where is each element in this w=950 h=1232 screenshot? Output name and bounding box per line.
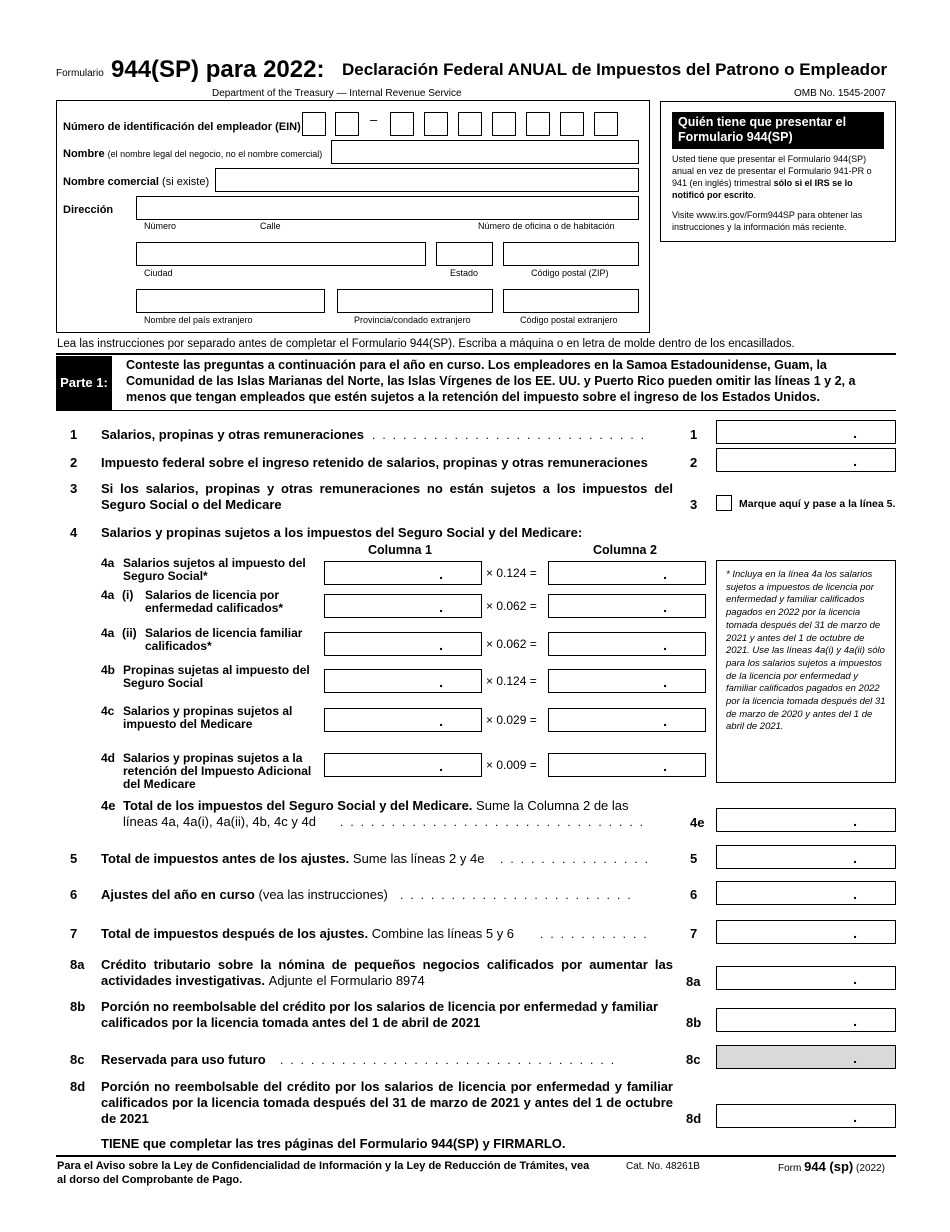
line4-subrow-text: Salarios de licencia por enfermedad calificados*	[145, 588, 284, 615]
estado-caption: Estado	[450, 268, 479, 278]
line8c-leader: .................................	[280, 1053, 622, 1067]
ein-label: Número de identificación del empleador (EIN)	[63, 121, 301, 133]
line5-leader: ...............	[500, 852, 656, 866]
direccion-input[interactable]	[136, 196, 639, 220]
ein-digit-9[interactable]	[594, 112, 618, 136]
line8b-text: Porción no reembolsable del crédito por los salarios de licencia por enfermedad y familiar calificados por la licencia tomada antes del 1 de abril de 2021	[101, 999, 659, 1030]
provincia-input[interactable]	[337, 289, 493, 313]
instructions-note: Lea las instrucciones por separado antes de completar el Formulario 944(SP). Escriba a máquina o en letra de molde dentro de los encasillados.	[57, 338, 795, 350]
line4e-leader: ..............................	[340, 815, 651, 829]
line2-text: Impuesto federal sobre el ingreso retenido de salarios, propinas y otras remuneraciones	[101, 455, 648, 470]
estado-input[interactable]	[436, 242, 493, 266]
line1-text: Salarios, propinas y otras remuneraciones	[101, 427, 364, 442]
line6-ref: 6	[690, 887, 698, 902]
pais-input[interactable]	[136, 289, 325, 313]
line4-rate: × 0.124 =	[486, 566, 537, 580]
privacy-notice: Para el Aviso sobre la Ley de Confidencialidad de Información y la Ley de Reducción de Trámites, vea al dorso del Comprobante de Pago.	[57, 1160, 590, 1186]
ein-digit-3[interactable]	[390, 112, 414, 136]
line4-column1-amount[interactable]: .	[324, 561, 482, 585]
line3-number: 3	[70, 481, 78, 496]
line5-amount[interactable]: .	[716, 845, 896, 869]
line4-rate: × 0.029 =	[486, 713, 537, 727]
line1-amount[interactable]: .	[716, 420, 896, 444]
line8b-number: 8b	[70, 999, 86, 1014]
line8b-ref: 8b	[686, 1015, 702, 1030]
nombre-comercial-input[interactable]	[215, 168, 639, 192]
irs-link-text: Visite www.irs.gov/Form944SP para obtener las instrucciones y la información más reciente.	[672, 210, 863, 232]
postal-ext-caption: Código postal extranjero	[520, 315, 618, 325]
line8a-text: Crédito tributario sobre la nómina de pequeños negocios calificados por aumentar las actividades investigativas. Adjunte el Formulario 8974	[101, 957, 673, 988]
line4-subrow-number: 4c	[101, 704, 115, 718]
line5-ref: 5	[690, 851, 698, 866]
who-must-file-body: Usted tiene que presentar el Formulario 944(SP) anual en vez de presentar el Formulario 941-PR o 941 (en inglés) trimestral sólo si el IRS se lo notificó por escrito.	[672, 154, 872, 200]
line4-subrow-number: 4a	[101, 588, 115, 602]
line8a-ref: 8a	[686, 974, 701, 989]
line2-ref: 2	[690, 455, 698, 470]
ciudad-input[interactable]	[136, 242, 426, 266]
omb-number: OMB No. 1545-2007	[794, 88, 886, 99]
ein-digit-6[interactable]	[492, 112, 516, 136]
line2-amount[interactable]: .	[716, 448, 896, 472]
line8c-text: Reservada para uso futuro	[101, 1052, 266, 1067]
ein-digit-1[interactable]	[302, 112, 326, 136]
nombre-label: Nombre (el nombre legal del negocio, no el nombre comercial)	[63, 148, 323, 160]
line7-number: 7	[70, 926, 78, 941]
oficina-caption: Número de oficina o de habitación	[478, 221, 615, 231]
line4e-number: 4e	[101, 798, 116, 813]
line8d-number: 8d	[70, 1079, 86, 1094]
line6-leader: .......................	[400, 888, 638, 902]
ein-dash: –	[370, 112, 378, 127]
line5-number: 5	[70, 851, 78, 866]
numero-caption: Número	[144, 221, 177, 231]
line7-leader: ...........	[540, 927, 654, 941]
line6-text: Ajustes del año en curso (vea las instrucciones)	[101, 887, 388, 902]
line4-column1-amount[interactable]: .	[324, 708, 482, 732]
line4-subrow-text: Salarios de licencia familiar calificados*	[145, 626, 303, 653]
form-title-block	[56, 56, 896, 86]
line8d-ref: 8d	[686, 1111, 702, 1126]
ein-digit-4[interactable]	[424, 112, 448, 136]
line8d-amount[interactable]: .	[716, 1104, 896, 1128]
postal-ext-input[interactable]	[503, 289, 639, 313]
form-id: 944(SP) para 2022:	[111, 56, 325, 83]
line4-column2-amount[interactable]: .	[548, 669, 706, 693]
nombre-input[interactable]	[331, 140, 639, 164]
line4-number: 4	[70, 525, 78, 540]
line4-column1-amount[interactable]: .	[324, 632, 482, 656]
line4-column2-amount[interactable]: .	[548, 753, 706, 777]
footer-rule	[56, 1155, 896, 1157]
line4e-text: Total de los impuestos del Seguro Social y del Medicare. Sume la Columna 2 de las	[123, 798, 629, 813]
line4-column1-amount[interactable]: .	[324, 594, 482, 618]
line8c-amount-reserved: .	[716, 1045, 896, 1069]
ein-digit-8[interactable]	[560, 112, 584, 136]
line4-subrow-subnumber: (ii)	[122, 626, 137, 640]
line8d-text: Porción no reembolsable del crédito por los salarios de licencia por enfermedad y familiar calificados por la licencia tomada después del 31 de marzo de 2021 y antes del 1 de octubre de 2021	[101, 1079, 673, 1126]
part1-text: Conteste las preguntas a continuación para el año en curso. Los empleadores en la Samoa Estadounidense, Guam, la Comunidad de las Islas Marianas del Norte, las Islas Vírgenes de los EE. UU. y Puerto Rico pueden omitir las líneas 1 y 2, a menos que tengan empleados que estén sujetos a la retención del impuesto sobre el ingreso de los Estados Unidos.	[126, 358, 856, 404]
nombre-comercial-label: Nombre comercial (si existe)	[63, 176, 210, 188]
who-must-file-heading: Quién tiene que presentar el Formulario 944(SP)	[672, 112, 884, 149]
pais-caption: Nombre del país extranjero	[144, 315, 253, 325]
form-title: Declaración Federal ANUAL de Impuestos del Patrono o Empleador	[342, 60, 888, 79]
catalog-number: Cat. No. 48261B	[626, 1161, 700, 1172]
line1-number: 1	[70, 427, 78, 442]
column1-header: Columna 1	[368, 543, 432, 557]
part1-top-rule	[56, 353, 896, 355]
line7-ref: 7	[690, 926, 698, 941]
formulario-label: Formulario	[56, 68, 104, 79]
line4-subrow-text: Salarios sujetos al impuesto del Seguro Social*	[123, 556, 306, 583]
line4-rate: × 0.124 =	[486, 674, 537, 688]
line6-amount[interactable]: .	[716, 881, 896, 905]
line4-subrow-number: 4d	[101, 751, 116, 765]
line3-ref: 3	[690, 497, 698, 512]
line4-column1-amount[interactable]: .	[324, 753, 482, 777]
line4-text: Salarios y propinas sujetos a los impuestos del Seguro Social y del Medicare:	[101, 525, 583, 540]
line2-number: 2	[70, 455, 78, 470]
line4e-amount[interactable]: .	[716, 808, 896, 832]
line8a-amount[interactable]: .	[716, 966, 896, 990]
side-note-text: * Incluya en la línea 4a los salarios sujetos a impuestos de licencia por enfermedad y familiar calificados pagados en 2022 por la licencia tomada después del 31 de marzo de 2021 y antes del 1 de octubre de 2021. Use las líneas 4a(i) y 4a(ii) sólo para los salarios sujetos a impuestos de la licencia por enfermedad y familiar calificados pagados en 2022 por la licencia tomada después del 31 de marzo de 2020 y antes del 1 de abril de 2021.	[726, 569, 886, 733]
line3-checkbox[interactable]	[716, 495, 732, 511]
form-footer-id: Form 944 (sp) (2022)	[778, 1159, 885, 1174]
line6-number: 6	[70, 887, 78, 902]
line4-subrow-number: 4b	[101, 663, 116, 677]
line5-text: Total de impuestos antes de los ajustes. Sume las líneas 2 y 4e	[101, 851, 485, 866]
line8b-amount[interactable]: .	[716, 1008, 896, 1032]
ein-digit-2[interactable]	[335, 112, 359, 136]
line8a-number: 8a	[70, 957, 85, 972]
provincia-caption: Provincia/condado extranjero	[354, 315, 471, 325]
line4-subrow-number: 4a	[101, 556, 115, 570]
calle-caption: Calle	[260, 221, 281, 231]
agency-line: Department of the Treasury — Internal Revenue Service	[212, 88, 462, 99]
line1-leader: ...........................	[372, 428, 652, 442]
direccion-label: Dirección	[63, 204, 114, 216]
line7-amount[interactable]: .	[716, 920, 896, 944]
ein-digit-7[interactable]	[526, 112, 550, 136]
line8c-ref: 8c	[686, 1052, 701, 1067]
line4-rate: × 0.062 =	[486, 599, 537, 613]
line4-column2-amount[interactable]: .	[548, 594, 706, 618]
line4e-text2: líneas 4a, 4a(i), 4a(ii), 4b, 4c y 4d	[123, 814, 316, 829]
line4-column2-amount[interactable]: .	[548, 561, 706, 585]
line4-column2-amount[interactable]: .	[548, 708, 706, 732]
line4-subrow-text: Propinas sujetas al impuesto del Seguro Social	[123, 663, 310, 690]
column2-header: Columna 2	[593, 543, 657, 557]
line4-subrow-number: 4a	[101, 626, 115, 640]
line4-column1-amount[interactable]: .	[324, 669, 482, 693]
line4-subrow-subnumber: (i)	[122, 588, 134, 602]
part1-label: Parte 1:	[56, 356, 112, 410]
zip-caption: Código postal (ZIP)	[531, 268, 609, 278]
line4e-ref: 4e	[690, 815, 705, 830]
line3-check-label: Marque aquí y pase a la línea 5.	[739, 498, 896, 510]
must-complete-note: TIENE que completar las tres páginas del Formulario 944(SP) y FIRMARLO.	[101, 1136, 566, 1151]
line4-column2-amount[interactable]: .	[548, 632, 706, 656]
line7-text: Total de impuestos después de los ajustes. Combine las líneas 5 y 6	[101, 926, 515, 941]
line4-subrow-text: Salarios y propinas sujetos a la retención del Impuesto Adicional del Medicare	[123, 751, 312, 791]
line3-text: Si los salarios, propinas y otras remuneraciones no están sujetos a los impuestos del Seguro Social o del Medicare	[101, 481, 673, 512]
line4-rate: × 0.009 =	[486, 758, 537, 772]
line4-rate: × 0.062 =	[486, 637, 537, 651]
ciudad-caption: Ciudad	[144, 268, 173, 278]
zip-input[interactable]	[503, 242, 639, 266]
line8c-number: 8c	[70, 1052, 85, 1067]
line4-subrow-text: Salarios y propinas sujetos al impuesto del Medicare	[123, 704, 293, 731]
ein-digit-5[interactable]	[458, 112, 482, 136]
part1-bottom-rule	[56, 410, 896, 411]
line1-ref: 1	[690, 427, 698, 442]
